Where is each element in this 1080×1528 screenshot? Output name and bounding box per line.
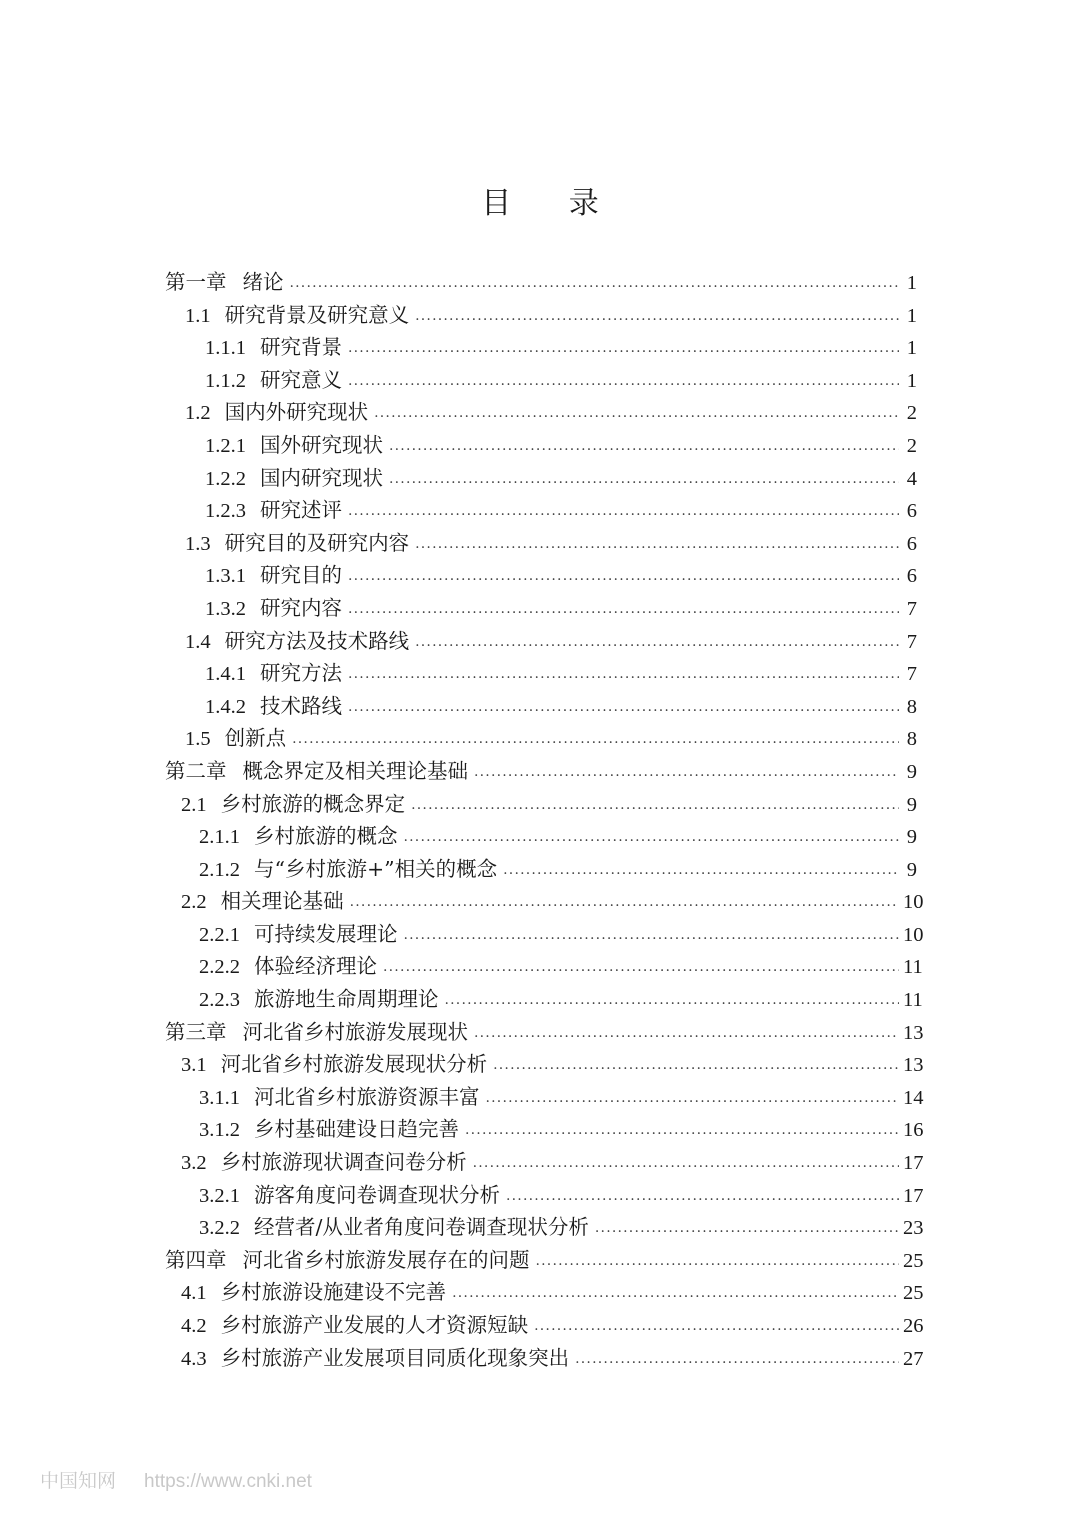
toc-dot-leader xyxy=(404,919,900,952)
toc-entry[interactable] xyxy=(165,1276,924,1309)
toc-entry-number: 2.1 xyxy=(181,793,207,816)
toc-entry-page: 7 xyxy=(906,663,917,686)
toc-dot-leader xyxy=(486,1082,900,1115)
toc-entry-page: 10 xyxy=(903,891,924,914)
toc-dot-leader xyxy=(348,495,899,528)
toc-entry[interactable] xyxy=(165,1211,924,1244)
toc-entry[interactable] xyxy=(165,820,917,853)
toc-entry-page: 26 xyxy=(903,1315,924,1337)
toc-entry-title: 研究意义 xyxy=(260,367,342,392)
toc-entry-number: 1.3 xyxy=(185,532,211,555)
toc-entry-page: 23 xyxy=(903,1217,924,1240)
toc-entry-page: 11 xyxy=(903,956,923,979)
toc-entry[interactable] xyxy=(165,559,917,592)
toc-entry-number: 第四章 xyxy=(165,1247,227,1272)
toc-entry[interactable] xyxy=(165,1179,924,1212)
toc-entry-number: 1.1 xyxy=(185,304,211,327)
toc-entry[interactable] xyxy=(165,950,923,983)
toc-entry-title: 河北省乡村旅游发展存在的问题 xyxy=(242,1247,530,1272)
toc-entry-title: 乡村旅游的概念 xyxy=(254,824,398,849)
toc-entry[interactable] xyxy=(165,527,917,560)
toc-entry-page: 6 xyxy=(906,500,917,523)
toc-entry-page: 4 xyxy=(906,467,917,490)
toc-entry-number: 第三章 xyxy=(165,1019,227,1044)
toc-entry-number: 4.2 xyxy=(181,1315,207,1337)
table-of-contents xyxy=(165,266,924,1374)
toc-entry[interactable] xyxy=(165,788,917,821)
toc-dot-leader xyxy=(389,430,899,463)
toc-entry-number: 1.4 xyxy=(185,630,211,653)
toc-entry-page: 13 xyxy=(903,1021,924,1044)
toc-dot-leader xyxy=(415,528,899,561)
toc-entry-number: 3.2.1 xyxy=(199,1184,240,1207)
toc-dot-leader xyxy=(374,397,899,430)
toc-dot-leader xyxy=(536,1245,900,1278)
toc-entry-page: 8 xyxy=(906,695,917,718)
toc-entry[interactable] xyxy=(165,331,917,364)
toc-entry-page: 13 xyxy=(903,1054,924,1077)
toc-dot-leader xyxy=(445,984,900,1017)
toc-entry-title: 游客角度问卷调查现状分析 xyxy=(254,1182,500,1207)
toc-entry[interactable] xyxy=(165,1309,924,1342)
toc-entry-page: 2 xyxy=(906,434,917,457)
toc-entry[interactable] xyxy=(165,1146,924,1179)
toc-entry[interactable] xyxy=(165,1048,924,1081)
toc-entry-number: 1.2.2 xyxy=(205,467,246,490)
toc-dot-leader xyxy=(348,658,899,691)
toc-entry-number: 1.1.2 xyxy=(205,369,246,392)
toc-entry-page: 1 xyxy=(906,272,917,294)
toc-dot-leader xyxy=(506,1180,899,1213)
toc-dot-leader xyxy=(292,723,899,756)
toc-entry-number: 4.1 xyxy=(181,1282,207,1305)
toc-dot-leader xyxy=(348,560,899,593)
toc-entry-number: 3.2.2 xyxy=(199,1217,240,1240)
watermark-brand: 中国知网 xyxy=(40,1471,117,1492)
toc-entry-number: 1.4.2 xyxy=(205,695,246,718)
toc-entry-page: 8 xyxy=(906,728,917,751)
toc-dot-leader xyxy=(415,300,899,333)
toc-dot-leader xyxy=(465,1114,899,1147)
toc-dot-leader xyxy=(474,756,899,789)
toc-dot-leader xyxy=(503,854,899,887)
toc-entry-page: 7 xyxy=(906,630,917,653)
toc-entry-title: 河北省乡村旅游资源丰富 xyxy=(254,1084,480,1109)
toc-entry-title: 创新点 xyxy=(224,726,287,751)
toc-entry[interactable] xyxy=(165,1342,924,1375)
toc-entry-title: 相关理论基础 xyxy=(220,889,344,914)
toc-entry-title: 乡村旅游设施建设不完善 xyxy=(220,1280,447,1305)
toc-entry-number: 3.1 xyxy=(181,1054,207,1077)
toc-dot-leader xyxy=(348,332,899,365)
toc-entry-page: 11 xyxy=(903,989,923,1012)
toc-dot-leader xyxy=(452,1277,899,1310)
toc-dot-leader xyxy=(348,691,899,724)
toc-entry-number: 2.2 xyxy=(181,891,207,914)
toc-entry-page: 9 xyxy=(906,793,917,816)
toc-dot-leader xyxy=(534,1310,899,1343)
toc-dot-leader xyxy=(404,821,900,854)
toc-dot-leader xyxy=(595,1212,899,1245)
toc-entry-number: 2.2.1 xyxy=(199,923,240,946)
toc-entry-page: 9 xyxy=(906,760,917,783)
toc-entry-number: 第一章 xyxy=(165,270,227,294)
watermark-url: https://www.cnki.net xyxy=(144,1471,312,1492)
toc-entry-title: 经营者/从业者角度问卷调查现状分析 xyxy=(254,1215,589,1240)
toc-dot-leader xyxy=(389,463,899,496)
toc-entry-title: 体验经济理论 xyxy=(254,954,377,979)
toc-dot-leader xyxy=(575,1343,899,1376)
toc-entry[interactable] xyxy=(165,983,923,1016)
toc-entry-title: 研究目的及研究内容 xyxy=(224,530,410,555)
toc-entry-title: 绪论 xyxy=(242,270,284,294)
toc-entry-title: 概念界定及相关理论基础 xyxy=(242,758,468,783)
toc-entry[interactable] xyxy=(165,266,917,299)
toc-entry[interactable] xyxy=(165,918,924,951)
toc-entry-title: 乡村旅游的概念界定 xyxy=(220,791,406,816)
toc-dot-leader xyxy=(350,886,899,919)
toc-entry-page: 7 xyxy=(906,597,917,620)
toc-entry-number: 1.3.2 xyxy=(205,597,246,620)
toc-entry-number: 第二章 xyxy=(165,758,227,783)
toc-entry[interactable] xyxy=(165,885,924,918)
toc-dot-leader xyxy=(411,789,899,822)
toc-entry-number: 1.5 xyxy=(185,728,211,751)
toc-entry-number: 3.1.1 xyxy=(199,1086,240,1109)
toc-entry-page: 25 xyxy=(903,1249,924,1272)
toc-entry-page: 1 xyxy=(906,369,917,392)
toc-entry-number: 2.1.1 xyxy=(199,826,240,849)
toc-entry-page: 2 xyxy=(906,402,917,425)
toc-entry[interactable] xyxy=(165,396,917,429)
toc-entry[interactable] xyxy=(165,1113,924,1146)
toc-entry-number: 2.2.2 xyxy=(199,956,240,979)
toc-entry-title: 国内外研究现状 xyxy=(224,400,369,425)
toc-entry-title: 研究方法及技术路线 xyxy=(224,628,410,653)
toc-entry-page: 27 xyxy=(903,1347,924,1370)
toc-entry-title: 国内研究现状 xyxy=(260,465,383,490)
toc-entry-page: 1 xyxy=(906,337,917,360)
watermark xyxy=(40,1466,312,1493)
toc-entry-page: 9 xyxy=(906,858,917,881)
toc-entry[interactable] xyxy=(165,1081,924,1114)
toc-entry-number: 1.4.1 xyxy=(205,663,246,686)
toc-entry[interactable] xyxy=(165,722,917,755)
toc-entry[interactable] xyxy=(165,690,917,723)
toc-entry[interactable] xyxy=(165,1244,924,1277)
toc-entry[interactable] xyxy=(165,755,917,788)
toc-entry-page: 6 xyxy=(906,532,917,555)
toc-entry-page: 6 xyxy=(906,565,917,588)
toc-entry[interactable] xyxy=(165,299,917,332)
toc-entry-page: 16 xyxy=(903,1119,924,1142)
toc-entry-title: 可持续发展理论 xyxy=(254,921,398,946)
toc-entry-title: 国外研究现状 xyxy=(260,432,383,457)
toc-entry-number: 3.1.2 xyxy=(199,1119,240,1142)
toc-entry[interactable] xyxy=(165,494,917,527)
toc-entry-title: 河北省乡村旅游发展现状 xyxy=(242,1019,468,1044)
toc-entry-page: 10 xyxy=(903,923,924,946)
toc-entry[interactable] xyxy=(165,853,917,886)
toc-entry-title: 研究目的 xyxy=(260,563,342,588)
toc-entry[interactable] xyxy=(165,657,917,690)
toc-entry-title: 研究内容 xyxy=(260,595,342,620)
toc-entry-title: 乡村旅游现状调查问卷分析 xyxy=(220,1150,467,1175)
toc-dot-leader xyxy=(348,593,899,626)
toc-entry-number: 1.2.1 xyxy=(205,434,246,457)
toc-entry-title: 研究述评 xyxy=(260,498,342,523)
toc-entry-page: 9 xyxy=(906,826,917,849)
toc-entry-title: 技术路线 xyxy=(260,693,342,718)
toc-entry-title: 乡村旅游产业发展的人才资源短缺 xyxy=(220,1313,529,1337)
toc-entry-page: 1 xyxy=(906,304,917,327)
toc-entry-number: 1.3.1 xyxy=(205,565,246,588)
toc-entry-title: 乡村基础建设日趋完善 xyxy=(254,1117,459,1142)
toc-entry-number: 1.2 xyxy=(185,402,211,425)
toc-dot-leader xyxy=(493,1049,899,1082)
toc-entry-number: 2.1.2 xyxy=(199,858,240,881)
toc-entry-number: 1.1.1 xyxy=(205,337,246,360)
toc-entry-page: 17 xyxy=(903,1152,924,1175)
toc-entry-number: 3.2 xyxy=(181,1152,207,1175)
toc-dot-leader xyxy=(473,1147,899,1180)
toc-entry[interactable] xyxy=(165,462,917,495)
toc-dot-leader xyxy=(290,267,900,300)
toc-entry[interactable] xyxy=(165,429,917,462)
toc-entry-title: 研究方法 xyxy=(260,661,342,686)
toc-dot-leader xyxy=(383,951,899,984)
page-title: 目 录 xyxy=(481,186,623,221)
toc-dot-leader xyxy=(474,1017,899,1050)
toc-entry-title: 河北省乡村旅游发展现状分析 xyxy=(220,1052,488,1077)
toc-entry-page: 14 xyxy=(903,1086,924,1109)
toc-dot-leader xyxy=(348,365,899,398)
toc-entry-number: 4.3 xyxy=(181,1347,207,1370)
toc-entry-page: 17 xyxy=(903,1184,924,1207)
toc-entry[interactable] xyxy=(165,625,917,658)
toc-entry-title: 研究背景 xyxy=(260,335,342,360)
toc-entry-title: 乡村旅游产业发展项目同质化现象突出 xyxy=(220,1345,570,1370)
toc-entry[interactable] xyxy=(165,592,917,625)
toc-entry-title: 旅游地生命周期理论 xyxy=(254,987,439,1012)
toc-entry-page: 25 xyxy=(903,1282,924,1305)
toc-entry-number: 1.2.3 xyxy=(205,500,246,523)
toc-dot-leader xyxy=(415,626,899,659)
toc-entry-title: 研究背景及研究意义 xyxy=(224,302,410,327)
toc-entry-title: 与“乡村旅游+”相关的概念 xyxy=(254,856,498,881)
toc-entry-number: 2.2.3 xyxy=(199,989,240,1012)
toc-entry[interactable] xyxy=(165,364,917,397)
toc-entry[interactable] xyxy=(165,1016,924,1049)
